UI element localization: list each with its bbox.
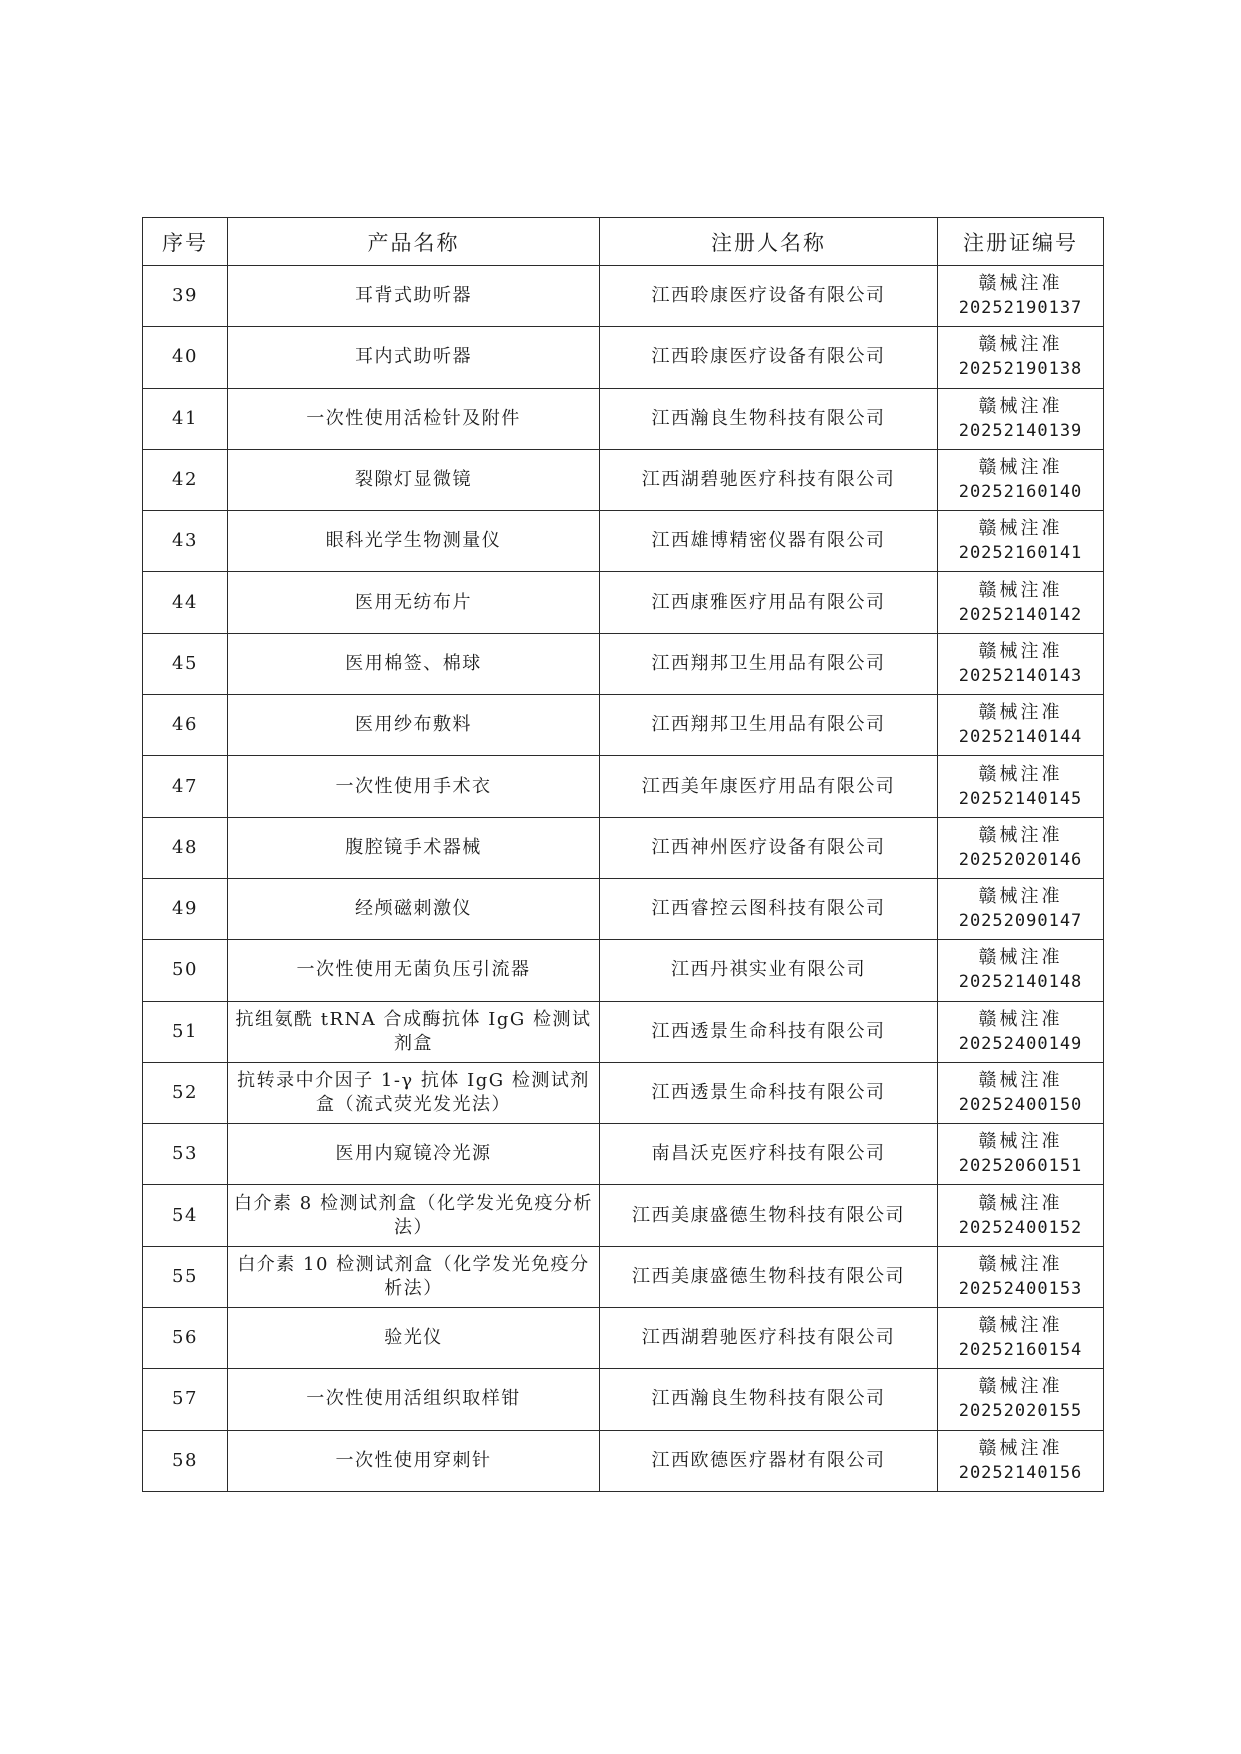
cert-prefix: 赣械注准 <box>978 886 1063 908</box>
cell-cert-number <box>938 878 1104 939</box>
cert-number: 20252020155 <box>958 1401 1083 1422</box>
cell-product-name: 一次性使用活检针及附件 <box>228 388 600 449</box>
cert-number: 20252140139 <box>958 420 1083 441</box>
cell-seq: 52 <box>143 1062 228 1123</box>
table-row <box>143 1185 1104 1246</box>
cell-product-name: 抗转录中介因子 1-γ 抗体 IgG 检测试剂盒（流式荧光发光法） <box>228 1062 600 1123</box>
cert-prefix: 赣械注准 <box>978 702 1063 724</box>
cert-number: 20252400149 <box>958 1033 1083 1054</box>
cell-product-name: 验光仪 <box>228 1308 600 1369</box>
cert-prefix: 赣械注准 <box>978 273 1063 295</box>
cert-prefix: 赣械注准 <box>978 1437 1063 1459</box>
table-row <box>143 633 1104 694</box>
cell-product-name: 抗组氨酰 tRNA 合成酶抗体 IgG 检测试剂盒 <box>228 1001 600 1062</box>
cell-cert-number <box>938 388 1104 449</box>
cell-registrant-name: 江西美康盛德生物科技有限公司 <box>600 1246 938 1307</box>
cell-seq: 55 <box>143 1246 228 1307</box>
cell-registrant-name: 江西透景生命科技有限公司 <box>600 1062 938 1123</box>
cell-seq: 45 <box>143 633 228 694</box>
cell-seq: 41 <box>143 388 228 449</box>
cert-prefix: 赣械注准 <box>978 1315 1063 1337</box>
cell-cert-number <box>938 1185 1104 1246</box>
cell-product-name: 医用内窥镜冷光源 <box>228 1124 600 1185</box>
cell-product-name: 医用无纺布片 <box>228 572 600 633</box>
cell-registrant-name: 江西翔邦卫生用品有限公司 <box>600 633 938 694</box>
cell-product-name: 白介素 10 检测试剂盒（化学发光免疫分析法） <box>228 1246 600 1307</box>
cert-number: 20252400152 <box>958 1217 1083 1238</box>
cert-number: 20252140144 <box>958 727 1083 748</box>
cell-product-name: 裂隙灯显微镜 <box>228 449 600 510</box>
cell-product-name: 一次性使用无菌负压引流器 <box>228 940 600 1001</box>
cell-cert-number <box>938 1430 1104 1491</box>
table-row <box>143 695 1104 756</box>
cell-cert-number <box>938 327 1104 388</box>
cell-registrant-name: 江西聆康医疗设备有限公司 <box>600 266 938 327</box>
table-row <box>143 1124 1104 1185</box>
cell-product-name: 耳内式助听器 <box>228 327 600 388</box>
cell-seq: 47 <box>143 756 228 817</box>
cell-registrant-name: 江西睿控云图科技有限公司 <box>600 878 938 939</box>
cert-prefix: 赣械注准 <box>978 1192 1063 1214</box>
cert-prefix: 赣械注准 <box>978 1008 1063 1030</box>
cert-number: 20252140142 <box>958 604 1083 625</box>
header-row <box>143 218 1104 266</box>
cert-number: 20252140143 <box>958 665 1083 686</box>
table-row <box>143 940 1104 1001</box>
table-row <box>143 817 1104 878</box>
cell-cert-number <box>938 266 1104 327</box>
table-row <box>143 1001 1104 1062</box>
cell-product-name: 一次性使用穿刺针 <box>228 1430 600 1491</box>
cell-registrant-name: 江西康雅医疗用品有限公司 <box>600 572 938 633</box>
cert-prefix: 赣械注准 <box>978 457 1063 479</box>
header-cert-number: 注册证编号 <box>938 218 1104 266</box>
cert-number: 20252160154 <box>958 1340 1083 1361</box>
cell-cert-number <box>938 572 1104 633</box>
cell-product-name: 眼科光学生物测量仪 <box>228 511 600 572</box>
cell-cert-number <box>938 511 1104 572</box>
cell-registrant-name: 南昌沃克医疗科技有限公司 <box>600 1124 938 1185</box>
cert-number: 20252190138 <box>958 359 1083 380</box>
table-row <box>143 449 1104 510</box>
cell-seq: 44 <box>143 572 228 633</box>
cell-seq: 46 <box>143 695 228 756</box>
cert-prefix: 赣械注准 <box>978 395 1063 417</box>
cell-seq: 51 <box>143 1001 228 1062</box>
cell-cert-number <box>938 633 1104 694</box>
cell-seq: 48 <box>143 817 228 878</box>
cert-prefix: 赣械注准 <box>978 334 1063 356</box>
table-header <box>143 218 1104 266</box>
table-row <box>143 388 1104 449</box>
header-registrant-name: 注册人名称 <box>600 218 938 266</box>
cert-prefix: 赣械注准 <box>978 1376 1063 1398</box>
cell-registrant-name: 江西神州医疗设备有限公司 <box>600 817 938 878</box>
cert-number: 20252400150 <box>958 1095 1083 1115</box>
table-row <box>143 511 1104 572</box>
cert-prefix: 赣械注准 <box>978 640 1063 662</box>
cell-cert-number <box>938 1062 1104 1123</box>
cell-cert-number <box>938 817 1104 878</box>
cert-prefix: 赣械注准 <box>978 1253 1063 1275</box>
cell-seq: 39 <box>143 266 228 327</box>
table-row <box>143 1369 1104 1430</box>
table-row <box>143 1062 1104 1123</box>
cell-product-name: 一次性使用活组织取样钳 <box>228 1369 600 1430</box>
cell-registrant-name: 江西欧德医疗器材有限公司 <box>600 1430 938 1491</box>
cell-product-name: 经颅磁刺激仪 <box>228 878 600 939</box>
cell-cert-number <box>938 1369 1104 1430</box>
cell-cert-number <box>938 695 1104 756</box>
cell-product-name: 医用纱布敷料 <box>228 695 600 756</box>
cell-seq: 58 <box>143 1430 228 1491</box>
cert-number: 20252090147 <box>958 911 1083 932</box>
cell-registrant-name: 江西透景生命科技有限公司 <box>600 1001 938 1062</box>
cell-registrant-name: 江西湖碧驰医疗科技有限公司 <box>600 449 938 510</box>
cell-registrant-name: 江西美年康医疗用品有限公司 <box>600 756 938 817</box>
cell-cert-number <box>938 1124 1104 1185</box>
cell-registrant-name: 江西瀚良生物科技有限公司 <box>600 1369 938 1430</box>
cert-number: 20252160140 <box>958 482 1083 503</box>
cell-seq: 56 <box>143 1308 228 1369</box>
cell-registrant-name: 江西丹祺实业有限公司 <box>600 940 938 1001</box>
cert-number: 20252140148 <box>958 972 1083 993</box>
registration-table <box>142 217 1104 1492</box>
cert-number: 20252060151 <box>958 1156 1083 1177</box>
cell-registrant-name: 江西雄博精密仪器有限公司 <box>600 511 938 572</box>
cell-registrant-name: 江西聆康医疗设备有限公司 <box>600 327 938 388</box>
cell-cert-number <box>938 940 1104 1001</box>
table-row <box>143 756 1104 817</box>
cell-seq: 50 <box>143 940 228 1001</box>
cell-product-name: 一次性使用手术衣 <box>228 756 600 817</box>
cell-product-name: 白介素 8 检测试剂盒（化学发光免疫分析法） <box>228 1185 600 1246</box>
cell-seq: 54 <box>143 1185 228 1246</box>
cert-prefix: 赣械注准 <box>978 947 1063 969</box>
cell-cert-number <box>938 1246 1104 1307</box>
cert-number: 20252140156 <box>958 1462 1083 1483</box>
cert-number: 20252140145 <box>958 788 1083 809</box>
cell-registrant-name: 江西瀚良生物科技有限公司 <box>600 388 938 449</box>
cert-number: 20252160141 <box>958 543 1083 564</box>
cell-registrant-name: 江西湖碧驰医疗科技有限公司 <box>600 1308 938 1369</box>
cell-seq: 42 <box>143 449 228 510</box>
cert-number: 20252400153 <box>958 1278 1083 1299</box>
table-row <box>143 1246 1104 1307</box>
cell-cert-number <box>938 756 1104 817</box>
cell-seq: 57 <box>143 1369 228 1430</box>
cert-prefix: 赣械注准 <box>978 579 1063 601</box>
table-row <box>143 266 1104 327</box>
header-product-name: 产品名称 <box>228 218 600 266</box>
cell-product-name: 腹腔镜手术器械 <box>228 817 600 878</box>
table-row <box>143 1430 1104 1491</box>
cell-registrant-name: 江西翔邦卫生用品有限公司 <box>600 695 938 756</box>
cell-seq: 43 <box>143 511 228 572</box>
table-row <box>143 327 1104 388</box>
cell-registrant-name: 江西美康盛德生物科技有限公司 <box>600 1185 938 1246</box>
cell-cert-number <box>938 1308 1104 1369</box>
cert-prefix: 赣械注准 <box>978 763 1063 785</box>
table-row <box>143 572 1104 633</box>
header-seq: 序号 <box>143 218 228 266</box>
cert-prefix: 赣械注准 <box>978 1070 1063 1091</box>
table-body <box>143 266 1104 1492</box>
cert-prefix: 赣械注准 <box>978 824 1063 846</box>
cell-seq: 49 <box>143 878 228 939</box>
cell-seq: 53 <box>143 1124 228 1185</box>
cert-number: 20252020146 <box>958 849 1083 870</box>
cell-product-name: 医用棉签、棉球 <box>228 633 600 694</box>
table-row <box>143 878 1104 939</box>
cell-cert-number <box>938 449 1104 510</box>
cert-prefix: 赣械注准 <box>978 1131 1063 1153</box>
table-row <box>143 1308 1104 1369</box>
cell-product-name: 耳背式助听器 <box>228 266 600 327</box>
cell-seq: 40 <box>143 327 228 388</box>
cert-prefix: 赣械注准 <box>978 518 1063 540</box>
cell-cert-number <box>938 1001 1104 1062</box>
cert-number: 20252190137 <box>958 298 1083 319</box>
